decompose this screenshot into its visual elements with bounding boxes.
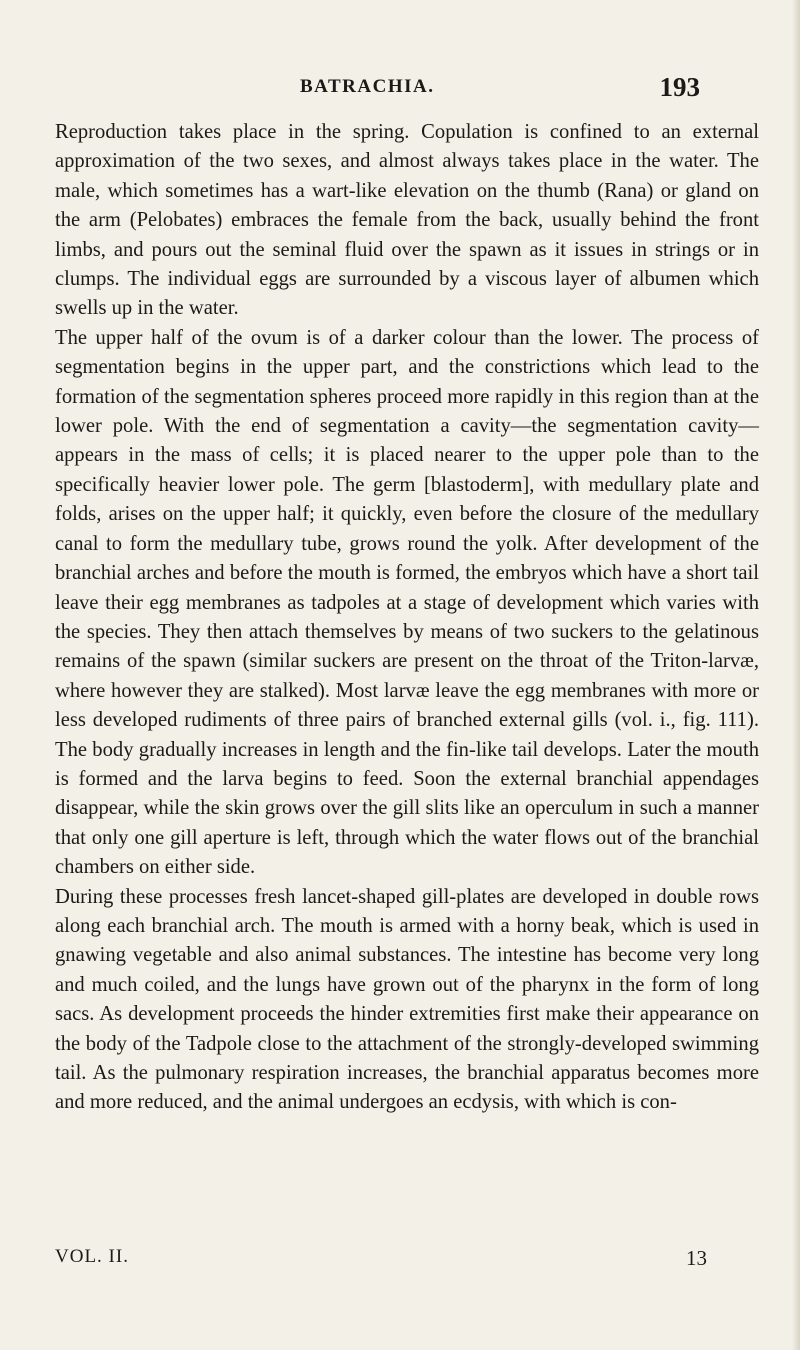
paragraph-reproduction: Reproduction takes place in the spring. Copulation is confined to an external approximation of the two sexes, and almost always takes place in the water. The male, which sometimes has a wart-like elevation on the thumb (Rana) or gland on the arm (Pelobates) embraces the female from the back, usually behind the front limbs, and pours out the seminal fluid over the spawn as it issues in strings or in clumps. The individual eggs are surrounded by a viscous layer of albumen which swells up in the water. bbox=[55, 121, 759, 320]
page-number: 193 bbox=[659, 72, 700, 102]
signature-mark: 13 bbox=[686, 1246, 707, 1270]
volume-label: VOL. II. bbox=[55, 1246, 129, 1267]
paragraph-development: During these processes fresh lancet-shaped gill-plates are developed in double rows along each branchial arch. The mouth is armed with a horny beak, which is used in gnawing vegetable and also animal substances. The intestine has become very long and much coiled, and the lungs have grown out of the pharynx in the form of long sacs. As development proceeds the hinder extremities first make their appearance on the body of the Tadpole close to the attachment of the strongly-developed swimming tail. As the pulmonary respiration increases, the branchial apparatus becomes more and more reduced, and the animal undergoes an ecdysis, with which is con- bbox=[55, 885, 759, 1114]
page-edge-shadow bbox=[792, 0, 800, 1350]
body-text bbox=[55, 118, 759, 1118]
page-header bbox=[300, 72, 700, 106]
page-footer bbox=[55, 1246, 707, 1276]
running-title: BATRACHIA. bbox=[300, 76, 435, 97]
paragraph-segmentation: The upper half of the ovum is of a darker colour than the lower. The process of segmentation begins in the upper part, and the constrictions which lead to the formation of the segmentation spheres proceed more rapidly in this region than at the lower pole. With the end of segmentation a cavity—the segmentation cavity—appears in the mass of cells; it is placed nearer to the upper pole than to the specifically heavier lower pole. The germ [blastoderm], with medullary plate and folds, arises on the upper half; it quickly, even before the closure of the medullary canal to form the medullary tube, grows round the yolk. After development of the branchial arches and before the mouth is formed, the embryos which have a short tail leave their egg membranes as tadpoles at a stage of development which varies with the species. They then attach themselves by means of two suckers to the gelatinous remains of the spawn (similar suckers are present on the throat of the Triton-larvæ, where however they are stalked). Most larvæ leave the egg membranes with more or less developed rudiments of three pairs of branched external gills (vol. i., fig. 111). The body gradually increases in length and the fin-like tail develops. Later the mouth is formed and the larva begins to feed. Soon the external branchial appendages disappear, while the skin grows over the gill slits like an operculum in such a manner that only one gill aperture is left, through which the water flows out of the branchial chambers on either side. bbox=[55, 326, 759, 879]
